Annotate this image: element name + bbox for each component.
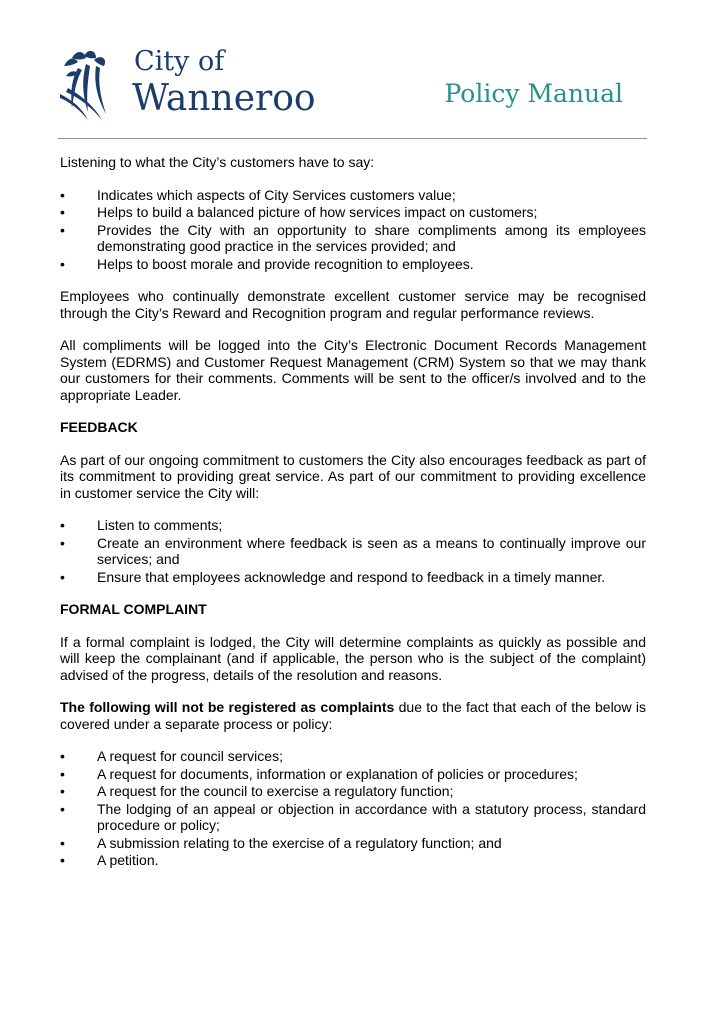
bullet-glyph: • <box>60 783 65 799</box>
list-item-text: Create an environment where feedback is seen as a means to continually improve our services; and <box>97 534 646 567</box>
bullet-glyph: • <box>60 800 65 817</box>
bullet-glyph: • <box>60 834 65 851</box>
list-item-text: Listen to comments; <box>97 517 223 533</box>
logo-text-wanneroo: Wanneroo <box>132 78 316 119</box>
bullet-glyph: • <box>60 221 65 238</box>
list-item <box>60 835 646 852</box>
bullet-glyph: • <box>60 748 65 764</box>
feedback-bullet-list <box>60 517 646 585</box>
feedback-heading: FEEDBACK <box>60 419 138 435</box>
list-item <box>60 852 646 869</box>
list-item <box>60 748 646 765</box>
list-item <box>60 766 646 783</box>
bullet-glyph: • <box>60 255 65 272</box>
reward-paragraph: Employees who continually demonstrate excellent customer service may be recognised through the City’s Reward and Recognition program and regular performance reviews. <box>60 288 646 321</box>
list-item-text: Provides the City with an opportunity to share compliments among its employees demonstrating good practice in the services provided; and <box>97 221 646 254</box>
document-body <box>60 154 646 885</box>
list-item-text: Helps to boost morale and provide recognition to employees. <box>97 255 474 272</box>
list-item <box>60 801 646 834</box>
list-item-text: Helps to build a balanced picture of how services impact on customers; <box>97 204 538 220</box>
kangaroo-paw-logo-icon <box>58 48 124 122</box>
bullet-glyph: • <box>60 186 65 203</box>
bullet-glyph: • <box>60 568 65 585</box>
manual-title: Policy Manual <box>444 79 623 108</box>
list-item-text: Ensure that employees acknowledge and respond to feedback in a timely manner. <box>97 568 606 585</box>
list-item-text: A request for council services; <box>97 748 283 764</box>
header-divider <box>58 138 647 139</box>
list-item <box>60 204 646 221</box>
formal-complaint-paragraph: If a formal complaint is lodged, the City will determine complaints as quickly as possible and will keep the complainant (and if applicable, the person who is the subject of the complaint) advised of the progress, details of the resolution and reasons. <box>60 633 646 683</box>
city-of-wanneroo-logo <box>58 44 328 124</box>
list-item-text: A request for the council to exercise a regulatory function; <box>97 783 454 799</box>
list-item <box>60 783 646 800</box>
intro-paragraph: Listening to what the City’s customers have to say: <box>60 154 375 170</box>
list-item-text: Indicates which aspects of City Services customers value; <box>97 186 456 203</box>
list-item-text: A submission relating to the exercise of a regulatory function; and <box>97 834 502 851</box>
list-item <box>60 535 646 568</box>
list-item-text: A petition. <box>97 852 159 868</box>
list-item-text: A request for documents, information or explanation of policies or procedures; <box>97 765 578 782</box>
list-item <box>60 517 646 534</box>
list-item-text: The lodging of an appeal or objection in accordance with a statutory process, standard procedure or policy; <box>97 800 646 833</box>
bullet-glyph: • <box>60 534 65 551</box>
list-item <box>60 222 646 255</box>
not-registered-bold-text: The following will not be registered as complaints <box>60 699 395 715</box>
bullet-glyph: • <box>60 517 65 533</box>
compliments-logged-paragraph: All compliments will be logged into the City’s Electronic Document Records Management System (EDRMS) and Customer Request Management (CRM) System so that we may thank our customers for their comments. Comments will be sent to the officer/s involved and to the appropriate Leader. <box>60 337 646 403</box>
bullet-glyph: • <box>60 204 65 220</box>
intro-bullet-list <box>60 187 646 273</box>
not-registered-paragraph <box>60 699 646 732</box>
list-item <box>60 187 646 204</box>
feedback-paragraph: As part of our ongoing commitment to customers the City also encourages feedback as part of its commitment to providing great service. As part of our commitment to providing excellence in customer service the City will: <box>60 451 646 501</box>
list-item <box>60 569 646 586</box>
formal-complaint-heading: FORMAL COMPLAINT <box>60 601 207 617</box>
bullet-glyph: • <box>60 765 65 782</box>
bullet-glyph: • <box>60 852 65 868</box>
list-item <box>60 256 646 273</box>
not-registered-bullet-list <box>60 748 646 869</box>
logo-text-city-of: City of <box>134 46 225 77</box>
not-registered-text: due to the fact that each of the below is covered under a separate process or policy: <box>60 699 646 732</box>
